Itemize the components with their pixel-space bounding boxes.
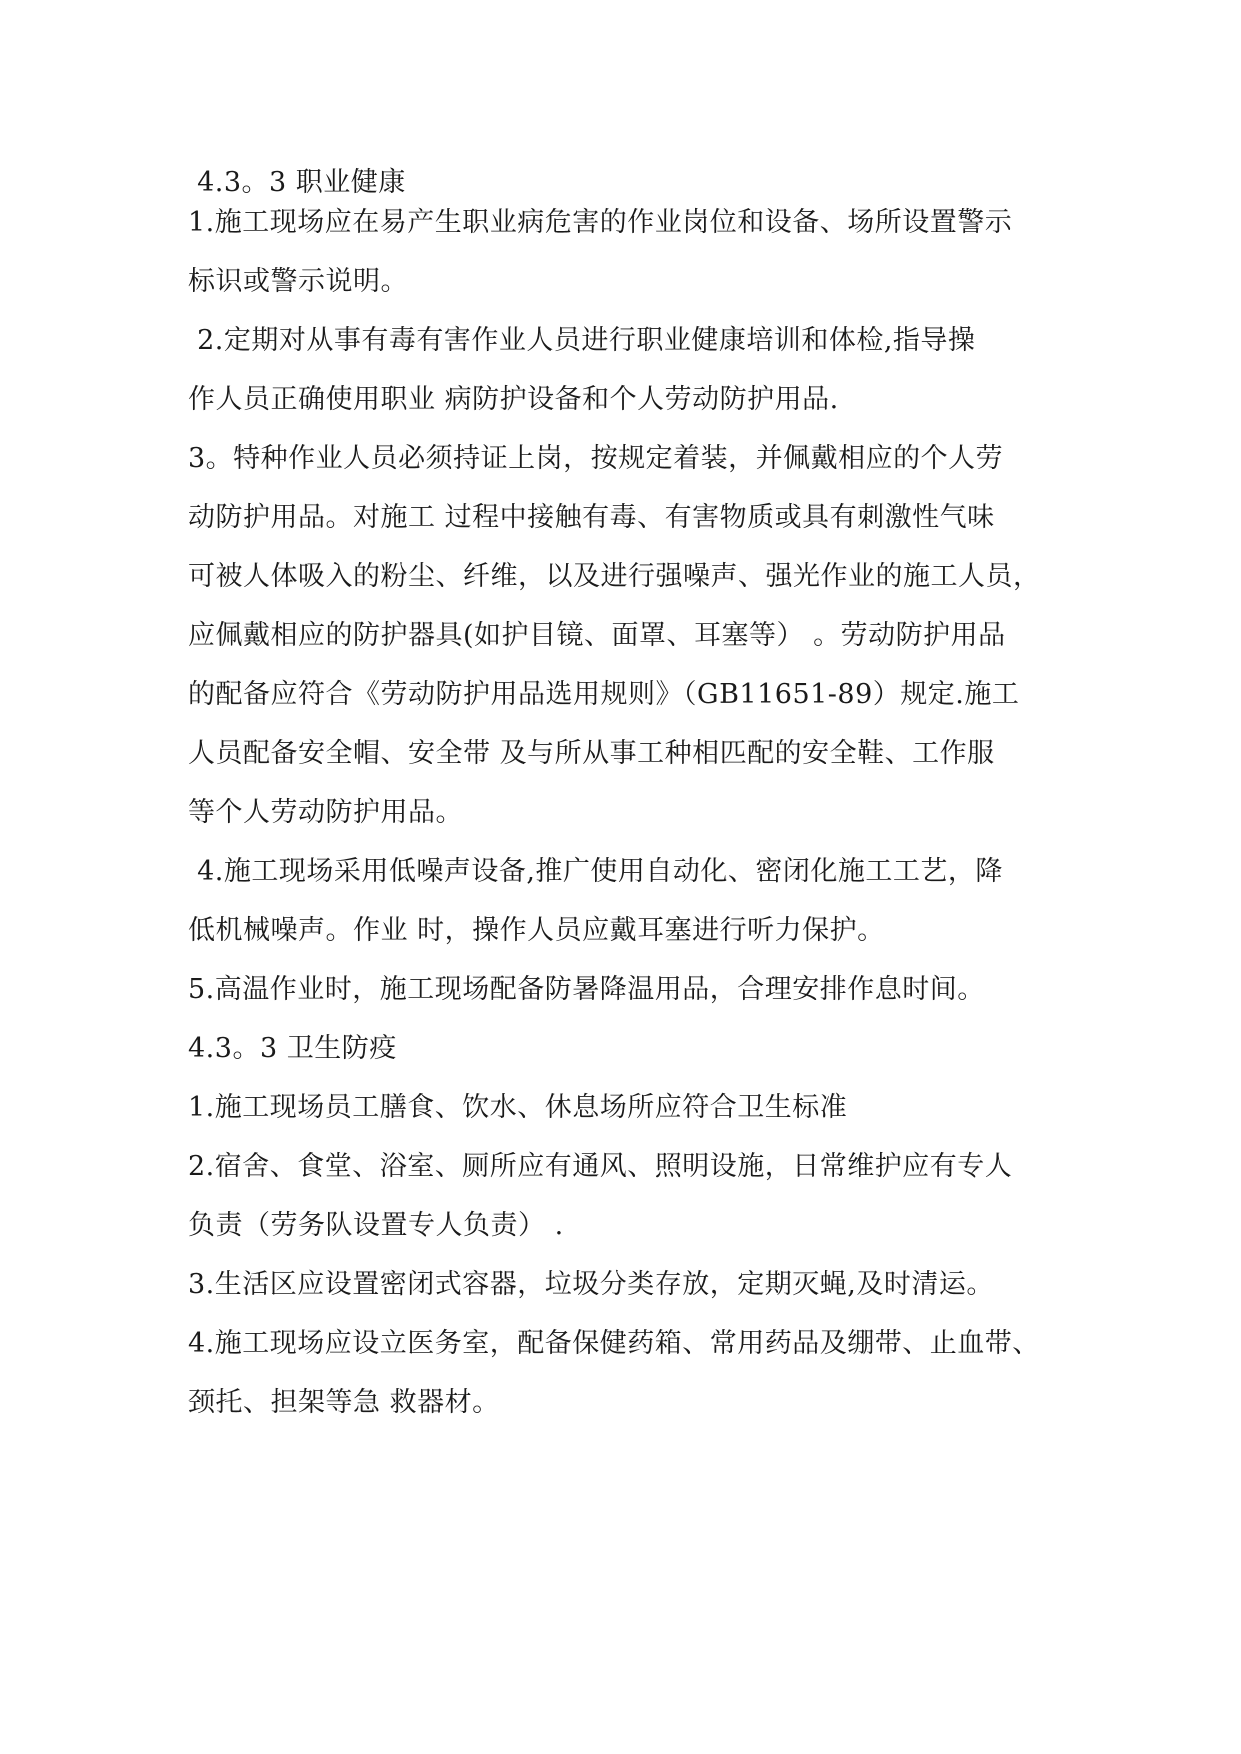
paragraph-line: 4.施工现场采用低噪声设备,推广使用自动化、密闭化施工工艺，降 — [188, 856, 1003, 887]
paragraph-line: 2.定期对从事有毒有害作业人员进行职业健康培训和体检,指导操 — [188, 325, 976, 356]
paragraph-line: 1.施工现场员工膳食、饮水、休息场所应符合卫生标准 — [188, 1092, 848, 1123]
paragraph-line: 作人员正确使用职业 病防护设备和个人劳动防护用品. — [188, 384, 839, 415]
paragraph-line: 的配备应符合《劳动防护用品选用规则》（GB11651-89）规定.施工 — [188, 679, 1020, 710]
paragraph-line: 1.施工现场应在易产生职业病危害的作业岗位和设备、场所设置警示 — [188, 207, 1013, 238]
section-heading-occupational-health: 4.3。3 职业健康 — [188, 167, 406, 198]
paragraph-line: 等个人劳动防护用品。 — [188, 797, 463, 828]
section-heading-sanitation: 4.3。3 卫生防疫 — [188, 1033, 397, 1064]
paragraph-line: 可被人体吸入的粉尘、纤维，以及进行强噪声、强光作业的施工人员， — [188, 561, 1041, 592]
paragraph-line: 5.高温作业时，施工现场配备防暑降温用品，合理安排作息时间。 — [188, 974, 985, 1005]
paragraph-line: 负责（劳务队设置专人负责） . — [188, 1210, 564, 1241]
paragraph-line: 颈托、担架等急 救器材。 — [188, 1387, 500, 1418]
paragraph-line: 标识或警示说明。 — [188, 266, 408, 297]
paragraph-line: 应佩戴相应的防护器具(如护目镜、面罩、耳塞等） 。劳动防护用品 — [188, 620, 1006, 651]
paragraph-line: 2.宿舍、食堂、浴室、厕所应有通风、照明设施，日常维护应有专人 — [188, 1151, 1013, 1182]
paragraph-line: 低机械噪声。作业 时，操作人员应戴耳塞进行听力保护。 — [188, 915, 885, 946]
paragraph-line: 动防护用品。对施工 过程中接触有毒、有害物质或具有刺激性气味 — [188, 502, 995, 533]
paragraph-line: 人员配备安全帽、安全带 及与所从事工种相匹配的安全鞋、工作服 — [188, 738, 995, 769]
paragraph-line: 3.生活区应设置密闭式容器，垃圾分类存放，定期灭蝇,及时清运。 — [188, 1269, 994, 1300]
paragraph-line: 4.施工现场应设立医务室，配备保健药箱、常用药品及绷带、止血带、 — [188, 1328, 1040, 1359]
paragraph-line: 3。特种作业人员必须持证上岗，按规定着装，并佩戴相应的个人劳 — [188, 443, 1004, 474]
